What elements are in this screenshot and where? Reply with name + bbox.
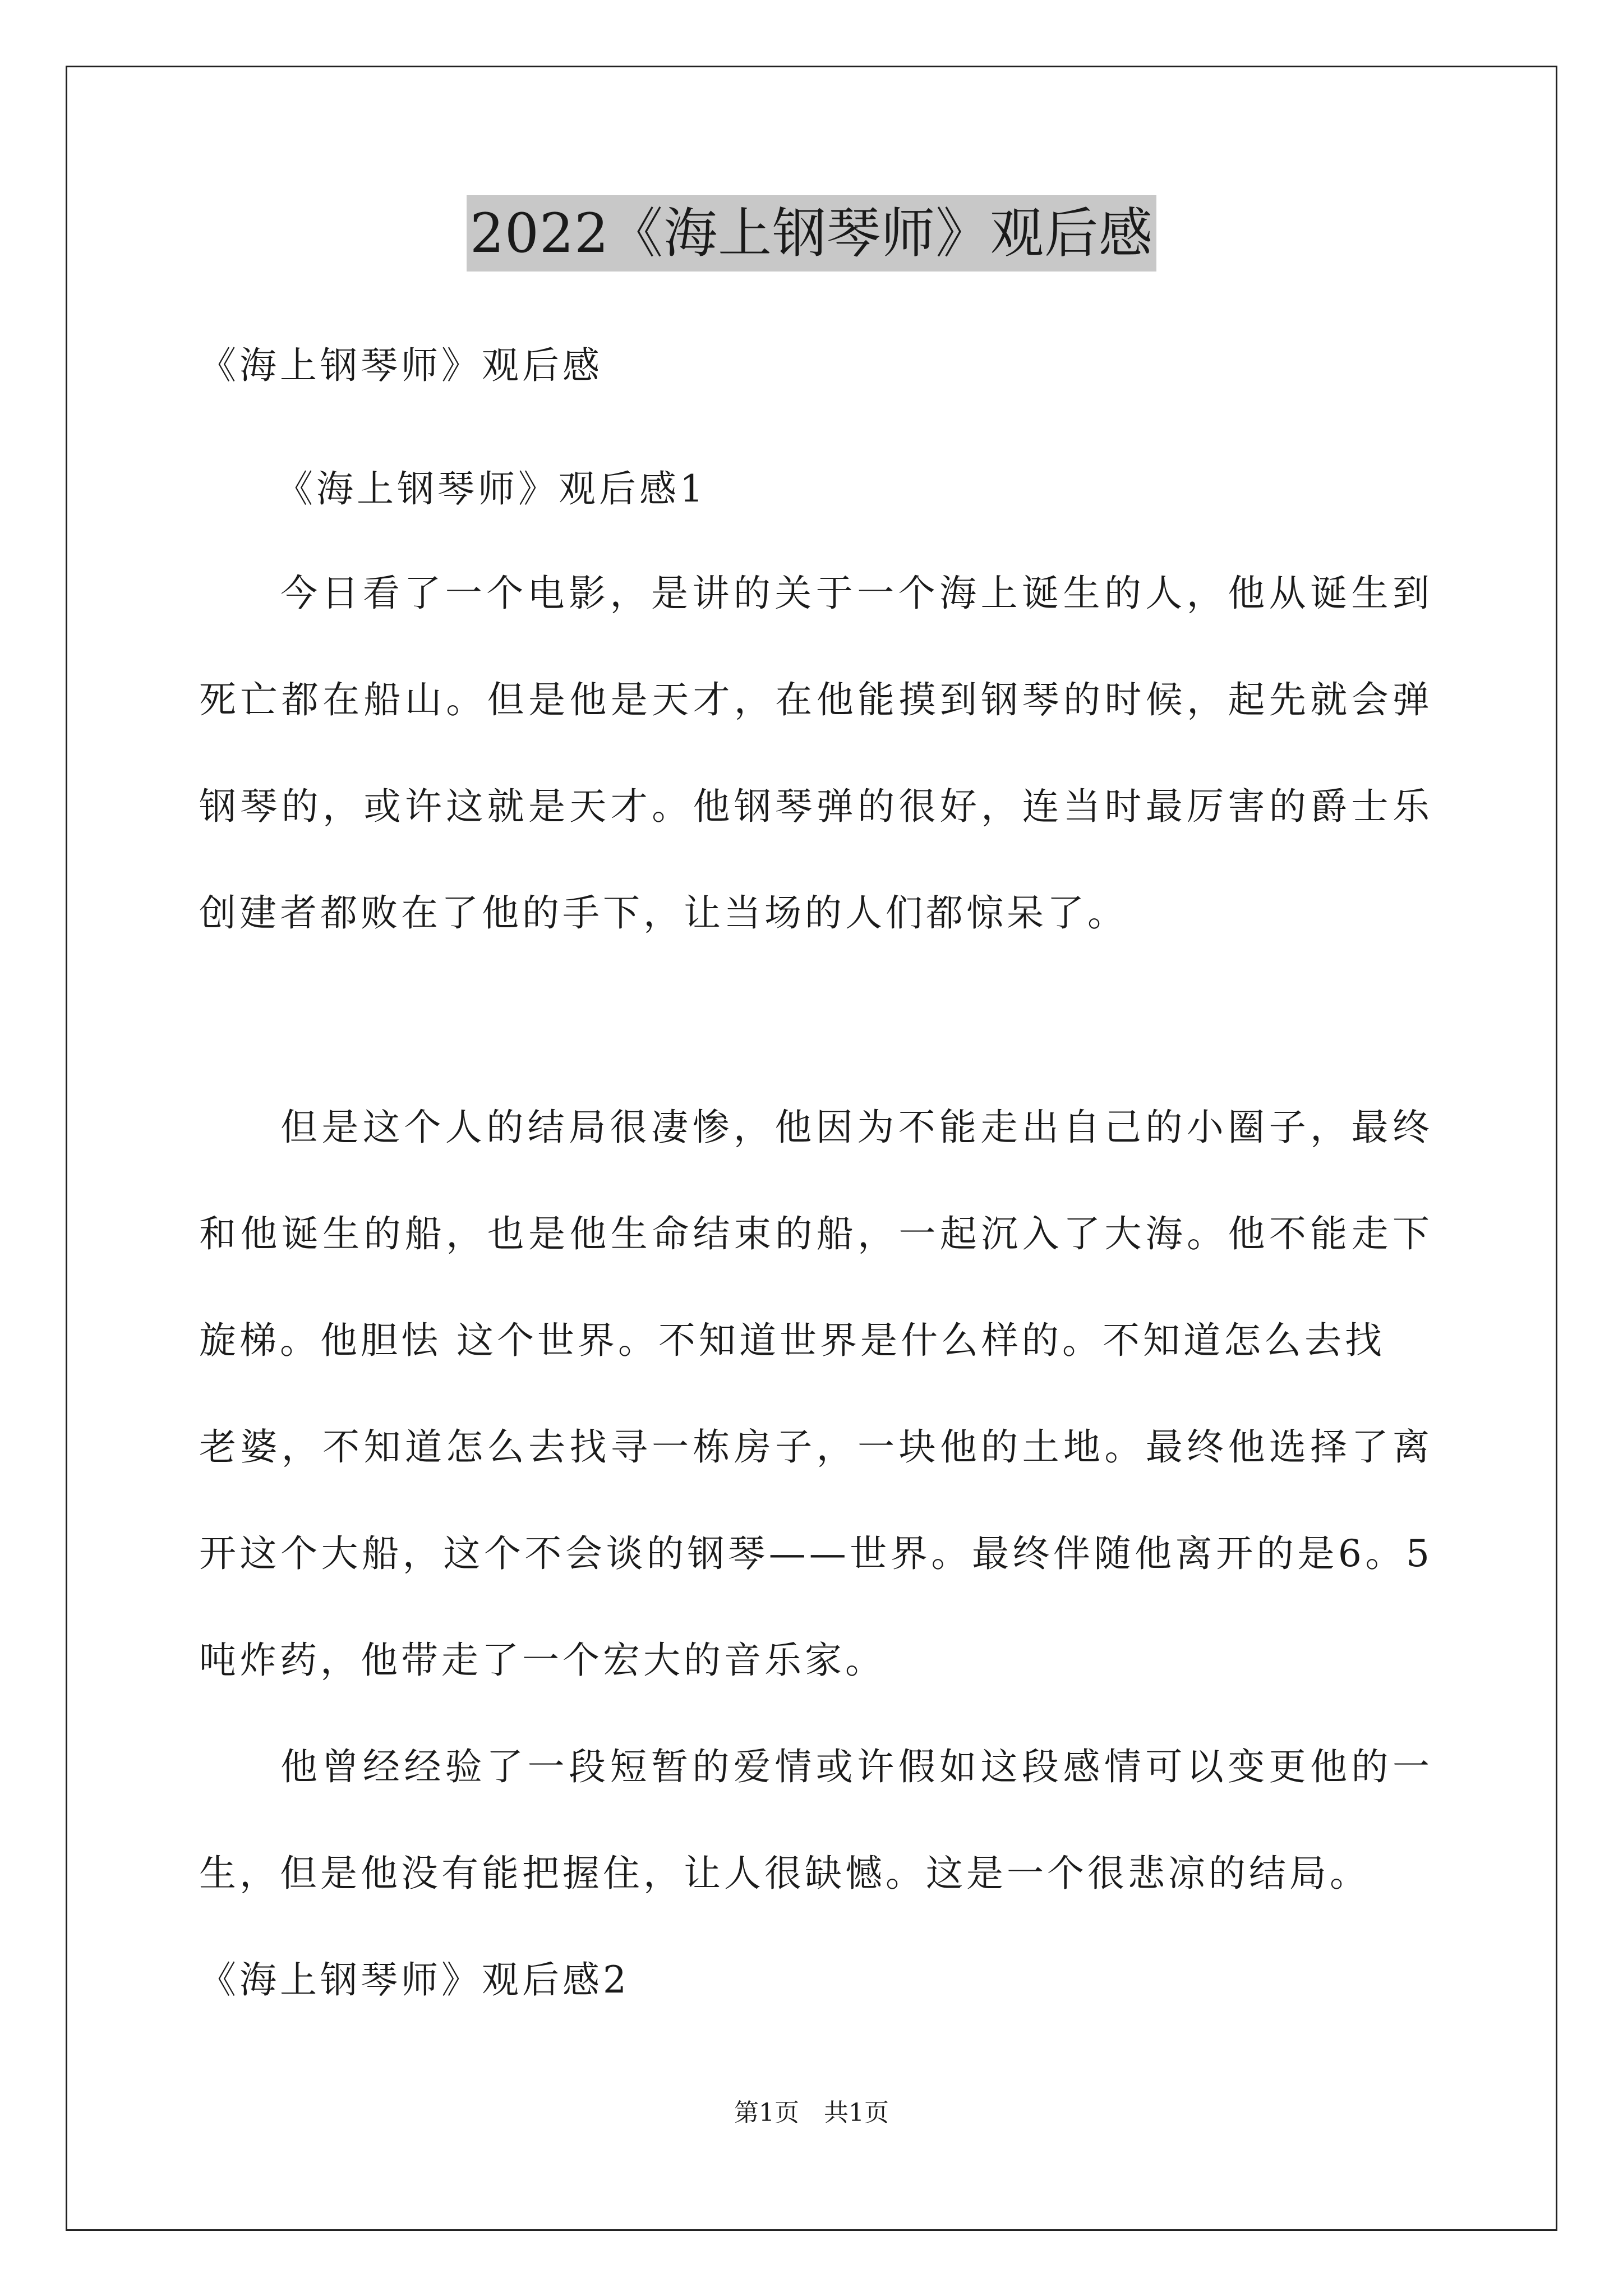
paragraph1-line1: 今日看了一个电影，是讲的关于一个海上诞生的人，他从诞生到 [280,572,1433,615]
section2-heading: 《海上钢琴师》观后感2 [199,1958,630,2001]
paragraph3-line2: 生，但是他没有能把握住，让人很缺憾。这是一个很悲凉的结局。 [199,1852,1370,1895]
paragraph1-line2: 死亡都在船山。但是他是天才，在他能摸到钢琴的时候，起先就会弹 [199,678,1433,721]
paragraph2-line2: 和他诞生的船，也是他生命结束的船，一起沉入了大海。他不能走下 [199,1212,1433,1255]
paragraph1-line4: 创建者都败在了他的手下，让当场的人们都惊呆了。 [199,891,1128,935]
paragraph2-line4: 老婆，不知道怎么去找寻一栋房子，一块他的土地。最终他选择了离 [199,1425,1433,1469]
document-heading: 《海上钢琴师》观后感 [199,344,603,387]
paragraph1-line3: 钢琴的，或许这就是天才。他钢琴弹的很好，连当时最厉害的爵士乐 [199,785,1433,828]
paragraph2-line3: 旋梯。他胆怯 这个世界。不知道世界是什么样的。不知道怎么去找 [199,1319,1385,1362]
page-footer: 第1页 共1页 [734,2099,889,2127]
section1-heading: 《海上钢琴师》观后感1 [276,467,707,510]
title-container [0,195,1623,272]
paragraph3-line1: 他曾经经验了一段短暂的爱情或许假如这段感情可以变更他的一 [280,1745,1433,1788]
paragraph2-line5: 开这个大船，这个不会谈的钢琴——世界。最终伴随他离开的是6。5 [199,1532,1433,1575]
paragraph2-line6: 吨炸药，他带走了一个宏大的音乐家。 [199,1639,886,1682]
document-title: 2022《海上钢琴师》观后感 [467,195,1156,272]
paragraph2-line1: 但是这个人的结局很凄惨，他因为不能走出自己的小圈子，最终 [280,1106,1433,1149]
